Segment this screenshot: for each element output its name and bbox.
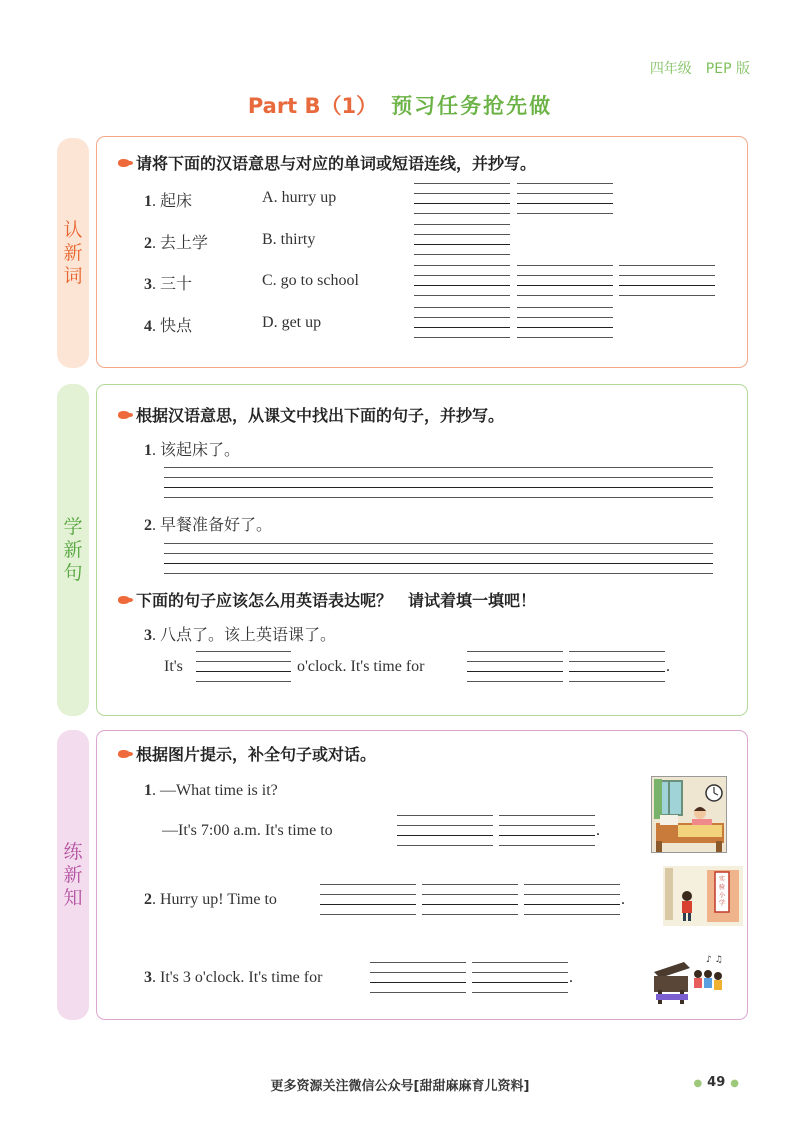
- vocab-option-a: A. hurry up: [262, 189, 337, 206]
- sentence-q2: 2. 早餐准备好了。: [144, 517, 273, 534]
- vocab-item-2: 2. 去上学: [144, 235, 209, 252]
- task-label: 预习任务抢先做: [391, 94, 553, 118]
- period: .: [569, 969, 573, 986]
- school-sign-char: 学: [718, 900, 726, 907]
- q3-part1: It's: [164, 658, 183, 675]
- instruction-text: 下面的句子应该怎么用英语表达呢？ 请试着填一填吧！: [136, 591, 537, 610]
- writing-line-c2[interactable]: [517, 265, 613, 298]
- school-sign-char: 实: [718, 876, 726, 883]
- sentence-q1: 1. 该起床了。: [144, 442, 241, 459]
- page-number: ● 49 ●: [693, 1075, 739, 1090]
- writing-line-p1b[interactable]: [499, 815, 595, 848]
- section-tab-vocab: [57, 138, 89, 368]
- section-tab-practice: [57, 730, 89, 1020]
- vocab-item-1: 1. 起床: [144, 193, 193, 210]
- writing-line-s1[interactable]: [164, 467, 713, 500]
- school-sign-char: 验: [718, 884, 726, 891]
- tab-char: 句: [63, 561, 83, 584]
- writing-line-s3a[interactable]: [196, 651, 291, 684]
- bullet-icon: [118, 411, 130, 419]
- school-sign-char: 小: [718, 892, 726, 899]
- writing-line-c1[interactable]: [414, 265, 510, 298]
- writing-line-d2[interactable]: [517, 307, 613, 340]
- writing-line-a1[interactable]: [414, 183, 510, 216]
- writing-line-p1a[interactable]: [397, 815, 493, 848]
- writing-line-a2[interactable]: [517, 183, 613, 216]
- bullet-icon: [118, 596, 130, 604]
- writing-line-b1[interactable]: [414, 224, 510, 257]
- vocab-option-b: B. thirty: [262, 231, 316, 248]
- tab-char: 新: [63, 538, 83, 561]
- period: .: [666, 658, 670, 675]
- instruction-text: 根据图片提示，补全句子或对话。: [136, 745, 377, 764]
- instruction-text: 根据汉语意思，从课文中找出下面的句子，并抄写。: [136, 406, 505, 425]
- tab-char: 新: [63, 241, 83, 264]
- writing-line-d1[interactable]: [414, 307, 510, 340]
- tab-char: 词: [63, 264, 83, 287]
- instruction-text: 请将下面的汉语意思与对应的单词或短语连线，并抄写。: [136, 154, 537, 173]
- writing-line-s3c[interactable]: [569, 651, 665, 684]
- vocab-option-c: C. go to school: [262, 272, 359, 289]
- music-class-illustration: [650, 950, 730, 1008]
- practice-q3: 3. It's 3 o'clock. It's time for: [144, 969, 323, 986]
- q3-part2: o'clock. It's time for: [297, 658, 425, 675]
- period: .: [621, 891, 625, 908]
- writing-line-p3a[interactable]: [370, 962, 466, 995]
- writing-line-p3b[interactable]: [472, 962, 568, 995]
- tab-char: 练: [63, 840, 83, 863]
- sentences-instruction-1: [118, 403, 504, 426]
- bullet-icon: [118, 159, 130, 167]
- practice-q1-line1: 1. —What time is it?: [144, 782, 278, 799]
- practice-q2: 2. Hurry up! Time to: [144, 891, 277, 908]
- writing-line-p2c[interactable]: [524, 884, 620, 917]
- vocab-instruction: [118, 151, 536, 174]
- practice-q1-line2: —It's 7:00 a.m. It's time to: [162, 822, 333, 839]
- tab-char: 新: [63, 863, 83, 886]
- bullet-icon: [118, 750, 130, 758]
- footer-note: 更多资源关注微信公众号[甜甜麻麻育儿资料]: [270, 1079, 530, 1094]
- school-illustration: [663, 866, 743, 926]
- tab-char: 知: [63, 886, 83, 909]
- sentence-q3: 3. 八点了。该上英语课了。: [144, 627, 337, 644]
- music-note-icon: ♪ ♫: [706, 955, 723, 965]
- writing-line-s3b[interactable]: [467, 651, 563, 684]
- writing-line-p2b[interactable]: [422, 884, 518, 917]
- writing-line-c3[interactable]: [619, 265, 715, 298]
- sentences-instruction-2: [118, 588, 536, 611]
- writing-line-p2a[interactable]: [320, 884, 416, 917]
- vocab-option-d: D. get up: [262, 314, 322, 331]
- writing-line-s2[interactable]: [164, 543, 713, 576]
- grade-label: 四年级 PEP 版: [649, 61, 750, 77]
- part-label: Part B（1）: [247, 94, 378, 118]
- tab-char: 学: [63, 515, 83, 538]
- section-tab-sentences: [57, 384, 89, 716]
- vocab-item-3: 3. 三十: [144, 276, 193, 293]
- bedroom-illustration: [651, 776, 727, 853]
- page-title: [0, 90, 800, 120]
- practice-instruction: [118, 742, 376, 765]
- tab-char: 认: [63, 218, 83, 241]
- vocab-item-4: 4. 快点: [144, 318, 193, 335]
- period: .: [596, 822, 600, 839]
